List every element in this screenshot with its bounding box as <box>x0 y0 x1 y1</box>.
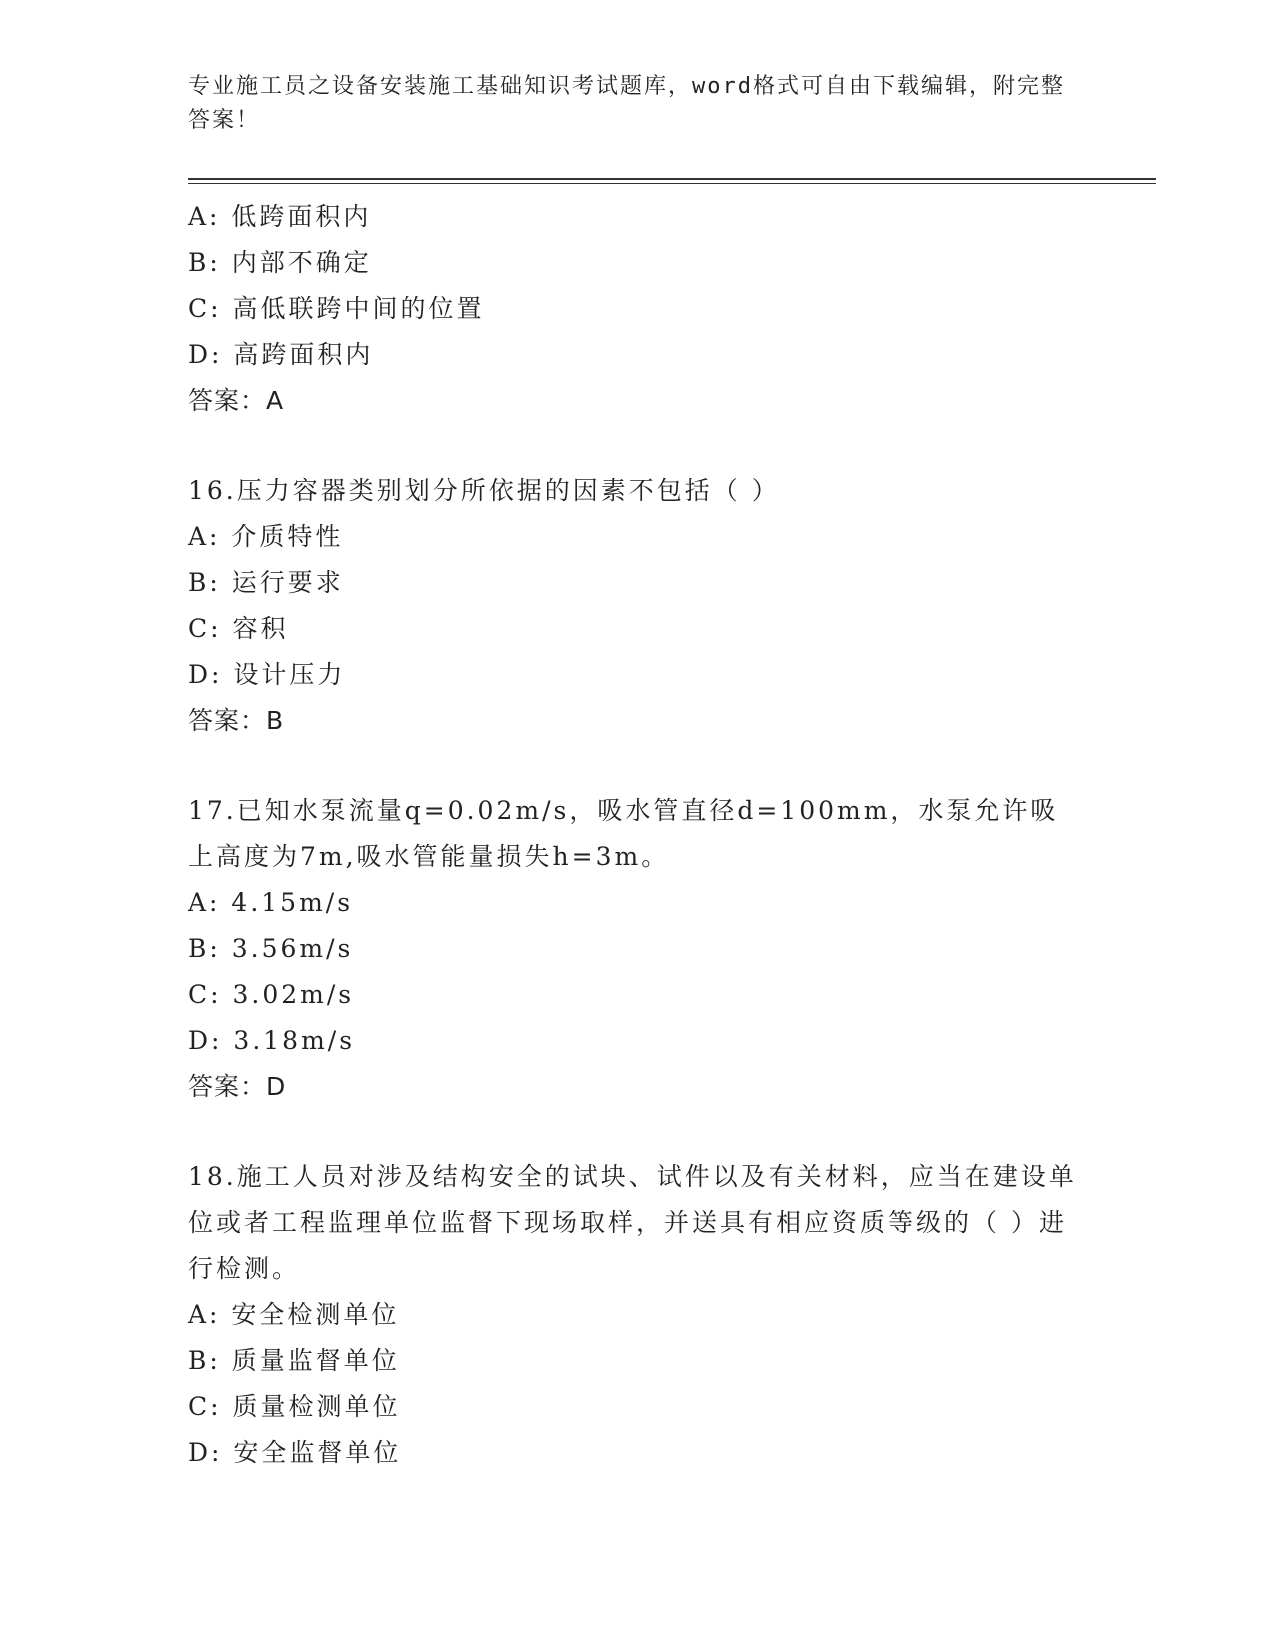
option-b: B: 质量监督单位 <box>188 1346 400 1375</box>
option-d: D: 3.18m/s <box>188 1026 356 1055</box>
option-a: A: 低跨面积内 <box>188 202 372 231</box>
question-text: 18.施工人员对涉及结构安全的试块、试件以及有关材料，应当在建设单位或者工程监理单位监督下现场取样，并送具有相应资质等级的（ ）进行检测。 <box>188 1162 1077 1283</box>
option-a: A: 介质特性 <box>188 522 344 551</box>
answer-line: 答案：B <box>188 706 285 735</box>
option-a: A: 4.15m/s <box>188 888 354 917</box>
question-18-block <box>188 1154 1148 1476</box>
option-b: B: 运行要求 <box>188 568 344 597</box>
question-text: 16.压力容器类别划分所依据的因素不包括（ ） <box>188 476 780 505</box>
question-text: 17.已知水泵流量q=0.02m/s，吸水管直径d=100mm，水泵允许吸上高度为7m,吸水管能量损失h=3m。 <box>188 796 1059 871</box>
document-header: 专业施工员之设备安装施工基础知识考试题库，word格式可自由下载编辑，附完整答案！ <box>188 74 1065 133</box>
option-d: D: 高跨面积内 <box>188 340 374 369</box>
question-15-block <box>188 194 1148 424</box>
option-b: B: 3.56m/s <box>188 934 354 963</box>
option-c: C: 高低联跨中间的位置 <box>188 294 485 323</box>
option-c: C: 3.02m/s <box>188 980 355 1009</box>
option-c: C: 容积 <box>188 614 289 643</box>
answer-line: 答案：D <box>188 1072 287 1101</box>
option-b: B: 内部不确定 <box>188 248 372 277</box>
answer-line: 答案：A <box>188 386 285 415</box>
option-c: C: 质量检测单位 <box>188 1392 401 1421</box>
header-divider <box>188 178 1156 184</box>
option-d: D: 安全监督单位 <box>188 1438 402 1467</box>
question-17-block <box>188 788 1148 1110</box>
document-page <box>188 70 1148 1476</box>
option-a: A: 安全检测单位 <box>188 1300 400 1329</box>
option-d: D: 设计压力 <box>188 660 346 689</box>
question-16-block <box>188 468 1148 744</box>
